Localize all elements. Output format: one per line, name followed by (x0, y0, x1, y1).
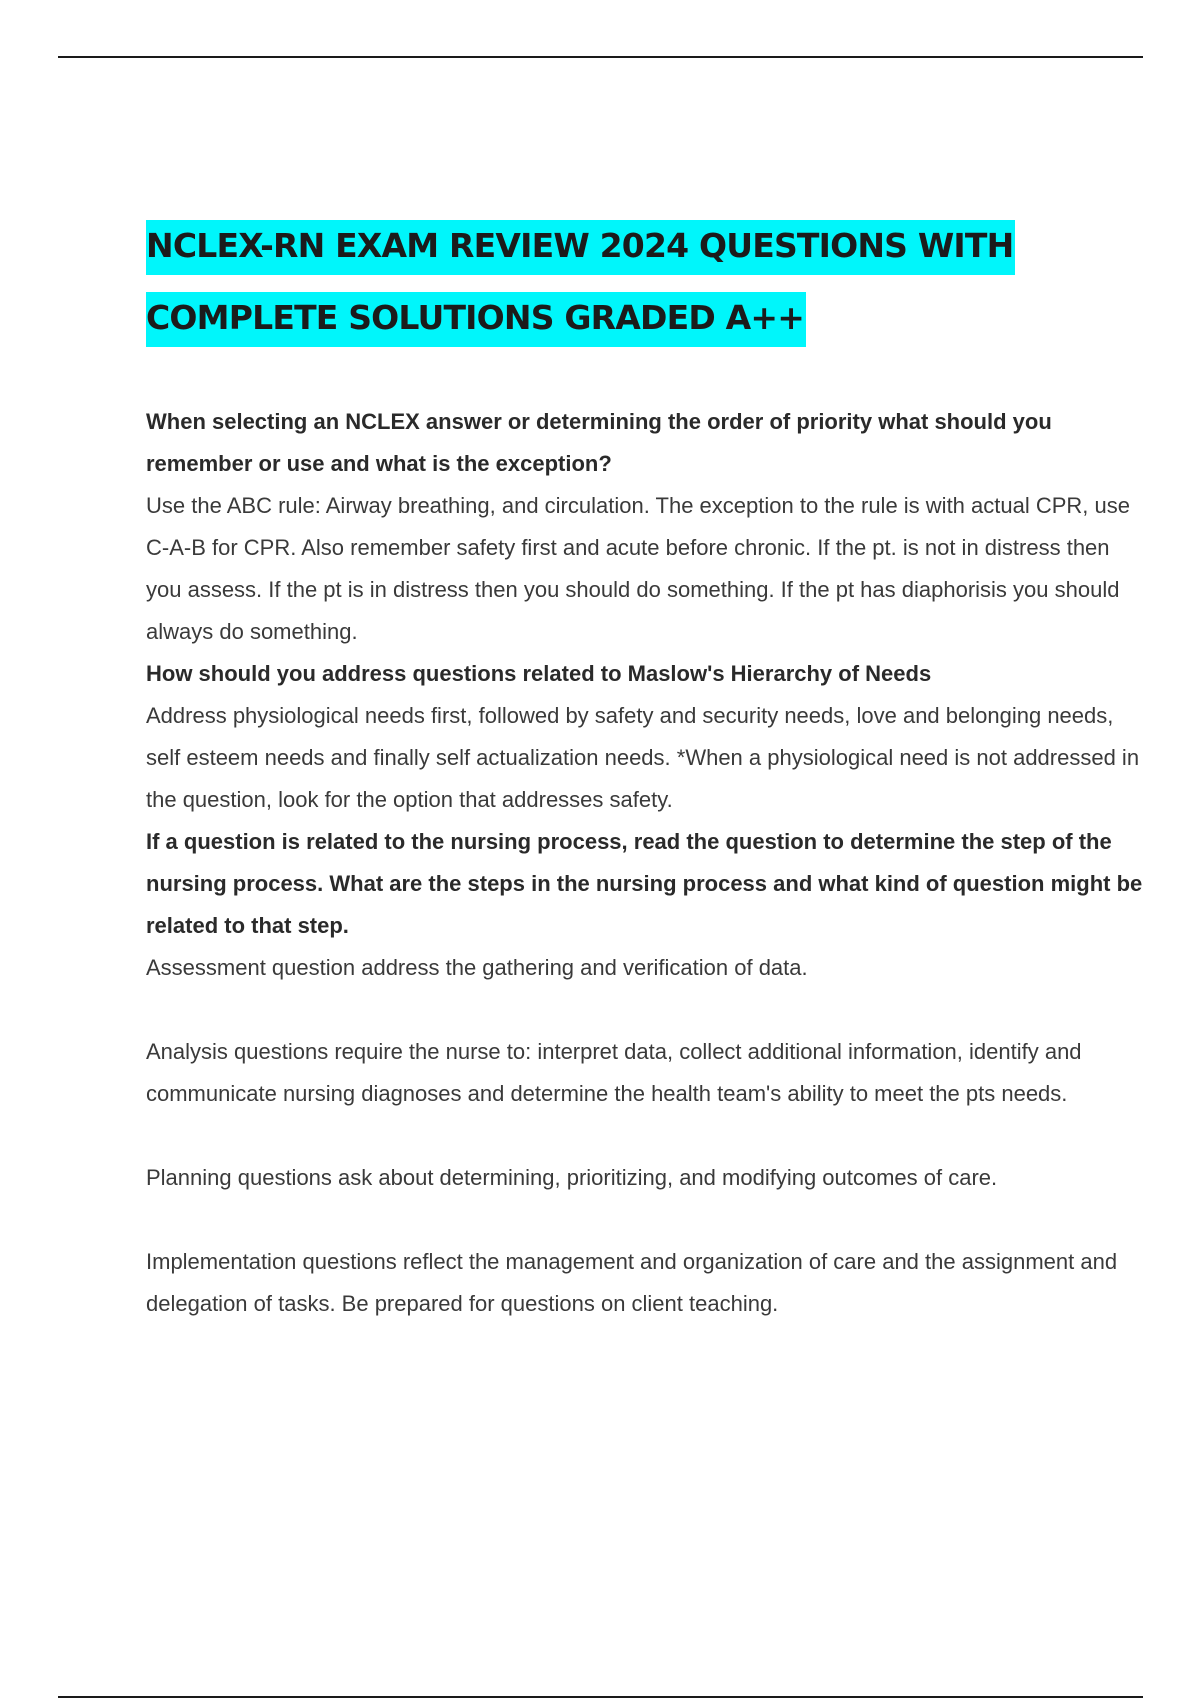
question-1: When selecting an NCLEX answer or determining the order of priority what should you remember or use and what is the exception? (146, 409, 1052, 476)
bottom-rule (58, 1696, 1143, 1698)
answer-1: Use the ABC rule: Airway breathing, and circulation. The exception to the rule is with actual CPR, use C-A-B for CPR. Also remember safety first and acute before chronic. If the pt. is not in distress then you assess. If the pt is in distress then you should do something. If the pt has diaphorisis you should always do something. (146, 493, 1130, 644)
paragraph-gap (146, 1199, 1146, 1241)
document-title (146, 210, 1146, 354)
answer-2: Address physiological needs first, followed by safety and security needs, love and belonging needs, self esteem needs and finally self actualization needs. *When a physiological need is not addressed in the question, look for the option that addresses safety. (146, 703, 1140, 812)
question-2: How should you address questions related to Maslow's Hierarchy of Needs (146, 661, 932, 686)
paragraph-gap (146, 1115, 1146, 1157)
paragraph-gap (146, 989, 1146, 1031)
document-body (146, 401, 1146, 1325)
answer-3-implementation: Implementation questions reflect the management and organization of care and the assignment and delegation of tasks. Be prepared for questions on client teaching. (146, 1249, 1118, 1316)
question-3: If a question is related to the nursing process, read the question to determine the step of the nursing process. What are the steps in the nursing process and what kind of question might be related to that step. (146, 829, 1143, 938)
title-line-2: COMPLETE SOLUTIONS GRADED A++ (146, 292, 806, 347)
title-line-1: NCLEX-RN EXAM REVIEW 2024 QUESTIONS WITH (146, 220, 1015, 275)
answer-3-planning: Planning questions ask about determining, prioritizing, and modifying outcomes of care. (146, 1165, 998, 1190)
answer-3-assessment: Assessment question address the gathering and verification of data. (146, 955, 808, 980)
top-rule (58, 56, 1143, 58)
answer-3-analysis: Analysis questions require the nurse to: interpret data, collect additional information, identify and communicate nursing diagnoses and determine the health team's ability to meet the pts needs. (146, 1039, 1082, 1106)
